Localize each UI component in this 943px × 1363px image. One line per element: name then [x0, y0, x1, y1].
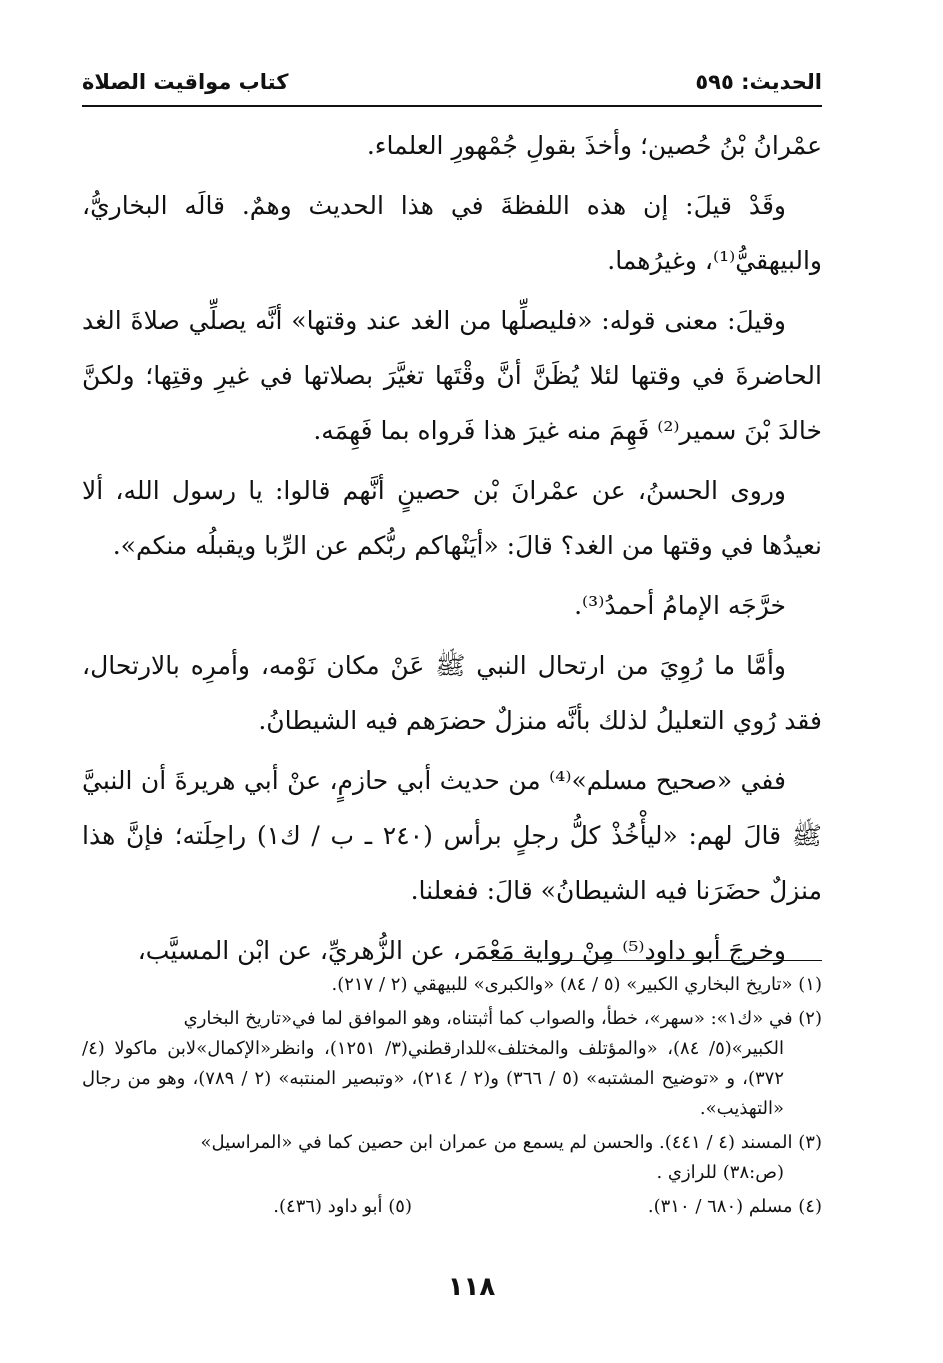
footnote-2 [82, 1004, 822, 1124]
footnote-4: (٤) مسلم (٦٨٠ / ٣١٠). [647, 1196, 822, 1217]
paragraph: وخرجَ أبو داود⁽⁵⁾ مِنْ رواية مَعْمَر، عن الزُّهريِّ، عن ابْن المسيَّب، [137, 936, 786, 965]
footnote-divider [492, 960, 822, 961]
paragraph: عمْرانُ بْنُ حُصين؛ وأخذَ بقولِ جُمْهورِ العلماء. [366, 131, 822, 160]
footnote-3 [82, 1128, 822, 1188]
footnotes-4-5-row [82, 1192, 822, 1222]
book-title: كتاب مواقيت الصلاة [82, 70, 289, 94]
footnote-3-first-line: (٣) المسند (٤ / ٤٤١). والحسن لم يسمع من عمران ابن حصين كما في «المراسيل» [200, 1132, 822, 1153]
paragraph: وقَدْ قيلَ: إن هذه اللفظةَ في هذا الحديث وهمٌ. قالَه البخاريُّ، والبيهقيُّ⁽¹⁾، وغيرُهما. [82, 191, 822, 275]
paragraph: خرَّجَه الإمامُ أحمدُ⁽³⁾. [574, 591, 786, 620]
paragraph: ففي «صحيح مسلم»⁽⁴⁾ من حديث أبي حازمٍ، عنْ أبي هريرةَ أن النبيَّ ﷺ قالَ لهم: «ليأْخُذْ كلُّ رجلٍ برأس (٢٤٠ ـ ب / ك١) راحِلَته؛ فإنَّ هذا منزلٌ حضَرَنا فيه الشيطانُ» قالَ: ففعلنا. [82, 766, 822, 905]
footnote-2-first-line: (٢) في «ك١»: «سهر»، خطأ، والصواب كما أثبتناه، وهو الموافق لما في«تاريخ البخاري [183, 1008, 822, 1029]
footnote-1: (١) «تاريخ البخاري الكبير» (٥ / ٨٤) «والكبرى» للبيهقي (٢ / ٢١٧). [331, 974, 822, 995]
paragraph: وروى الحسنُ، عن عمْرانَ بْن حصينٍ أنَّهم قالوا: يا رسول الله، ألا نعيدُها في وقتها من الغد؟ قالَ: «أيَنْهاكم ربُّكم عن الرِّبا ويقبلُه منكم». [82, 476, 822, 560]
footnote-2-continuation: الكبير»(٥/ ٨٤)، «والمؤتلف والمختلف»للدارقطني(٣/ ١٢٥١)، وانظر«الإكمال»لابن ماكولا (٤/ ٣٧٢)، و «توضيح المشتبه» (٥ / ٣٦٦) و(٢ / ٢١٤)، «وتبصير المنتبه» (٢ / ٧٨٩)، وهو من رجال «التهذيب». [82, 1038, 784, 1119]
paragraph: وقيلَ: معنى قوله: «فليصلِّها من الغد عند وقتها» أنَّه يصلِّي صلاةَ الغد الحاضرةَ في وقتها لئلا يُظَنَّ أنَّ وقْتَها تغيَّرَ بصلاتها في غيرِ وقتِها؛ ولكنَّ خالدَ بْنَ سمير⁽²⁾ فَهِمَ منه غيرَ هذا فَرواه بما فَهِمَه. [82, 306, 822, 445]
page-header [82, 64, 822, 104]
footnote-3-continuation: (ص:٣٨) للرازي . [656, 1162, 784, 1183]
main-text [82, 118, 822, 983]
header-divider [82, 105, 822, 107]
footnotes [82, 970, 822, 1226]
hadith-number-label: الحديث: ٥٩٥ [695, 70, 822, 94]
footnote-5: (٥) أبو داود (٤٣٦). [273, 1196, 412, 1217]
paragraph: وأمَّا ما رُوِيَ من ارتحال النبي ﷺ عَنْ مكان نَوْمه، وأمرِه بالارتحال، فقد رُوي التعليلُ لذلك بأنَّه منزلٌ حضرَهم فيه الشيطانُ. [82, 651, 822, 735]
page-number: ١١٨ [447, 1272, 496, 1302]
